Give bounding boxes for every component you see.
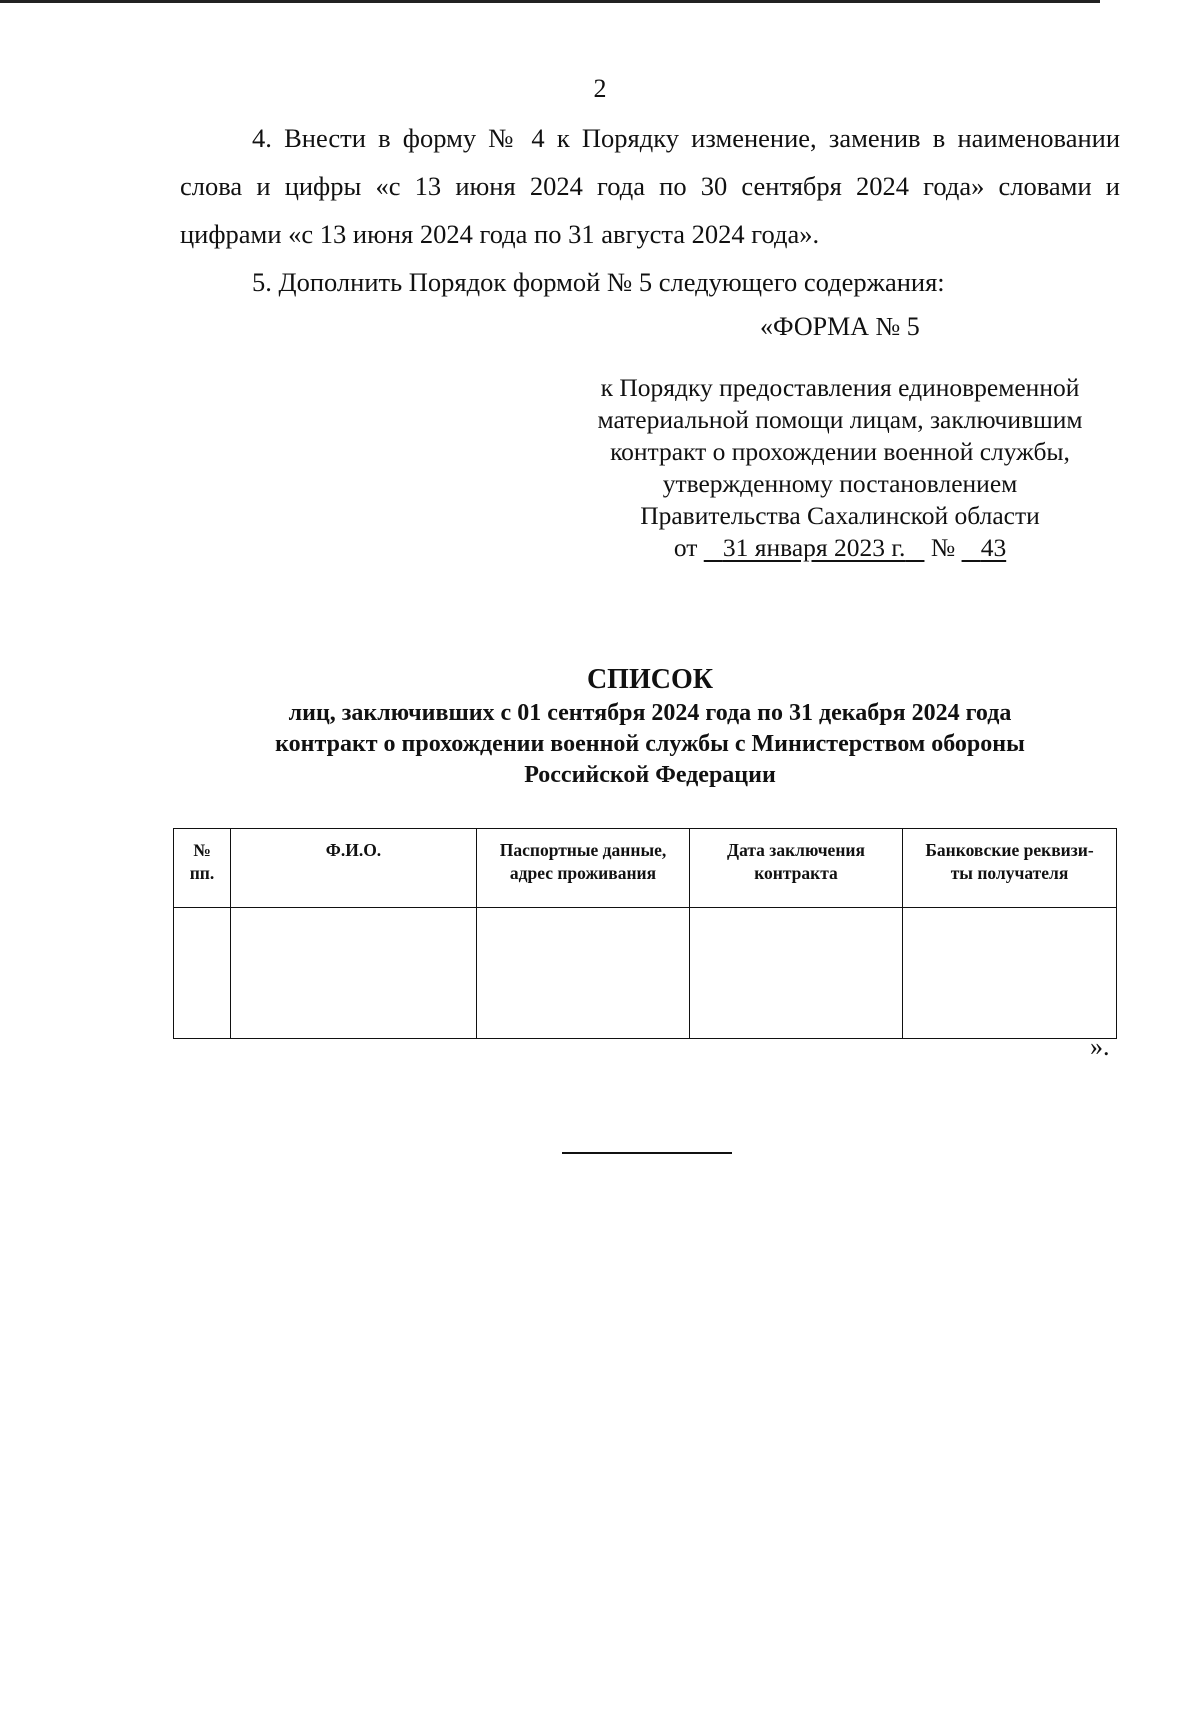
end-separator-line bbox=[562, 1152, 732, 1154]
page-number: 2 bbox=[593, 74, 607, 103]
header-text: контракта bbox=[754, 863, 838, 883]
list-subtitle-line: Российской Федерации bbox=[524, 762, 776, 788]
header-passport-address bbox=[477, 829, 690, 908]
appendix-block bbox=[560, 372, 1120, 564]
header-text: адрес проживания bbox=[509, 863, 657, 883]
resolution-date bbox=[704, 533, 925, 562]
list-subtitle-line: контракт о прохождении военной службы с Министерством обороны bbox=[275, 731, 1025, 757]
table-cell bbox=[477, 908, 690, 1039]
table-cell bbox=[690, 908, 903, 1039]
paragraph-4: 4. Внести в форму № 4 к Порядку изменение, заменив в наименовании слова и цифры «с 13 июня 2024 года по 30 сентября 2024 года» словами и цифрами «с 13 июня 2024 года по 31 августа 2024 года». bbox=[180, 123, 1120, 249]
appendix-line: Правительства Сахалинской области bbox=[640, 501, 1040, 530]
appendix-line: утвержденному постановлением bbox=[662, 469, 1018, 498]
paragraph-5: 5. Дополнить Порядок формой № 5 следующего содержания: bbox=[252, 267, 945, 297]
appendix-line: контракт о прохождении военной службы, bbox=[610, 437, 1070, 466]
resolution-number bbox=[962, 533, 1007, 562]
table-cell bbox=[174, 908, 231, 1039]
header-bank-details bbox=[903, 829, 1117, 908]
header-text: пп. bbox=[189, 863, 215, 883]
number-sign: № bbox=[930, 533, 956, 562]
appendix-line: к Порядку предоставления единовременной bbox=[600, 373, 1080, 402]
table-row bbox=[174, 908, 1117, 1039]
header-text: Дата заключения bbox=[727, 840, 865, 860]
header-number bbox=[174, 829, 231, 908]
closing-quote: ». bbox=[1090, 1032, 1110, 1061]
header-full-name bbox=[231, 829, 477, 908]
resolution-reference bbox=[560, 532, 1120, 564]
header-text: Паспортные данные, bbox=[499, 840, 667, 860]
table-cell bbox=[231, 908, 477, 1039]
header-text: № bbox=[193, 840, 211, 860]
header-text: Банковские реквизи- bbox=[925, 840, 1094, 860]
top-border-line bbox=[0, 0, 1100, 3]
list-title-block bbox=[150, 662, 1150, 791]
appendix-line: материальной помощи лицам, заключившим bbox=[597, 405, 1083, 434]
header-text: Ф.И.О. bbox=[325, 840, 382, 860]
form-heading: «ФОРМА № 5 bbox=[760, 312, 920, 341]
date-prefix: от bbox=[673, 533, 698, 562]
resolution-date-text: 31 января 2023 г. bbox=[722, 533, 906, 562]
header-text: ты получателя bbox=[950, 863, 1069, 883]
table-header-row bbox=[174, 829, 1117, 908]
resolution-number-text: 43 bbox=[980, 533, 1007, 562]
list-title: СПИСОК bbox=[586, 664, 714, 695]
table-cell bbox=[903, 908, 1117, 1039]
list-subtitle-line: лиц, заключивших с 01 сентября 2024 года по 31 декабря 2024 года bbox=[288, 700, 1012, 726]
roster-table bbox=[173, 828, 1117, 1039]
header-contract-date bbox=[690, 829, 903, 908]
